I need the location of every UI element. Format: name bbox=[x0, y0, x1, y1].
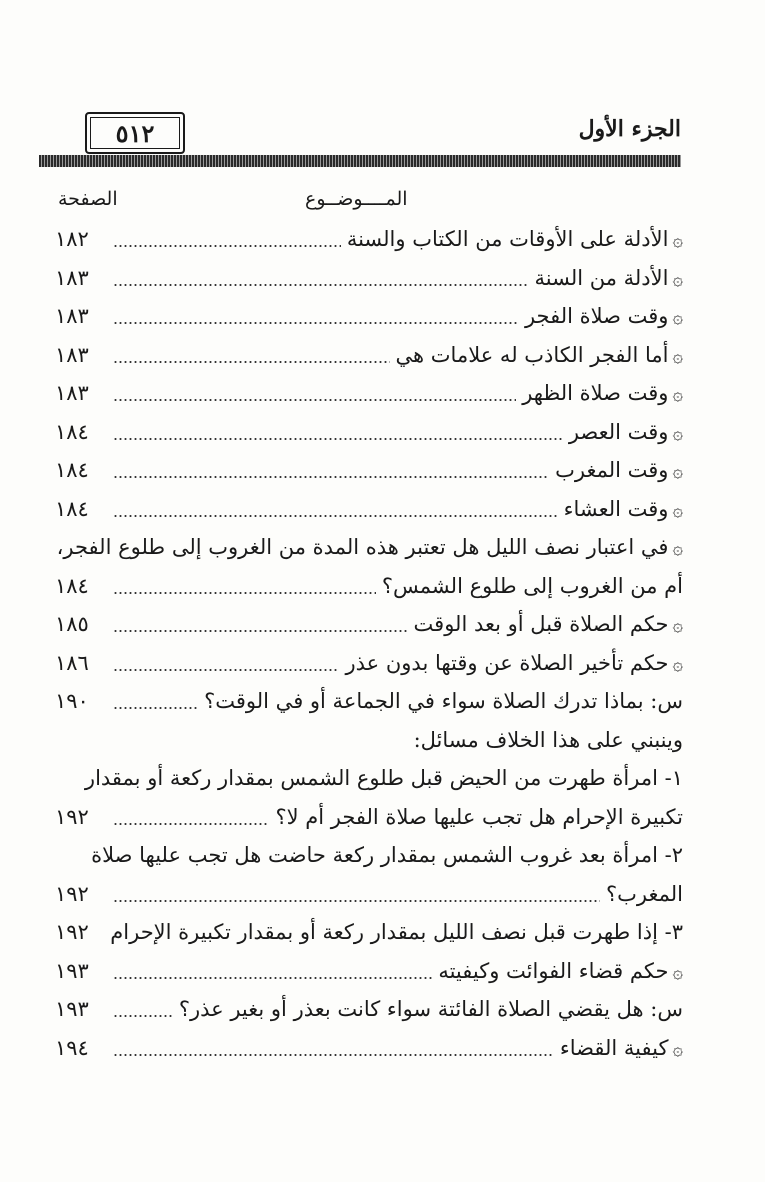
toc-page-number: ١٨٣ bbox=[55, 381, 89, 406]
flower-ornament-icon: ۞ bbox=[672, 961, 683, 983]
toc-entry-text bbox=[396, 343, 683, 367]
toc-entry-text bbox=[345, 651, 683, 675]
toc-entry-label: س: هل يقضي الصلاة الفائتة سواء كانت بعذر أو بغير عذر؟ bbox=[178, 997, 683, 1022]
toc-entry-label: الأدلة من السنة bbox=[534, 265, 669, 290]
dot-leader bbox=[113, 707, 198, 709]
toc-entry-text bbox=[382, 574, 683, 598]
toc-entry-text bbox=[275, 805, 683, 829]
toc-entry-text bbox=[57, 535, 683, 559]
toc-entry-text bbox=[522, 381, 683, 405]
toc-page-number: ١٩٤ bbox=[55, 1035, 89, 1060]
toc-entry-label: وقت العشاء bbox=[563, 496, 669, 521]
toc-entry bbox=[55, 798, 683, 837]
toc-entry bbox=[55, 836, 683, 875]
toc-page-number: ١٨٣ bbox=[55, 342, 89, 367]
toc-entry-label: ٢- امرأة بعد غروب الشمس بمقدار ركعة حاضت هل تجب عليها صلاة bbox=[91, 843, 683, 868]
toc-entry-text bbox=[414, 728, 683, 752]
flower-ornament-icon: ۞ bbox=[672, 653, 683, 675]
toc-entry bbox=[55, 336, 683, 375]
toc-entry bbox=[55, 374, 683, 413]
toc-entry-text bbox=[525, 304, 683, 328]
flower-ornament-icon: ۞ bbox=[672, 1038, 683, 1060]
dot-leader bbox=[113, 900, 600, 902]
toc-page-number: ١٩٣ bbox=[55, 997, 89, 1022]
toc-entry-label: وقت العصر bbox=[568, 419, 669, 444]
toc-entry-label: أم من الغروب إلى طلوع الشمس؟ bbox=[381, 573, 683, 598]
toc-entry-text bbox=[347, 227, 683, 251]
toc-entry-label: حكم قضاء الفوائت وكيفيته bbox=[438, 958, 669, 983]
flower-ornament-icon: ۞ bbox=[672, 307, 683, 329]
toc-entry-text bbox=[91, 843, 683, 867]
toc-entry-text bbox=[110, 920, 683, 944]
dot-leader bbox=[113, 476, 549, 478]
page-column-heading: الصفحة bbox=[58, 188, 118, 210]
toc-entry-text bbox=[555, 458, 683, 482]
toc-page-number: ١٨٤ bbox=[55, 419, 89, 444]
flower-ornament-icon: ۞ bbox=[672, 384, 683, 406]
toc-entry bbox=[55, 220, 683, 259]
flower-ornament-icon: ۞ bbox=[672, 268, 683, 290]
toc-entry bbox=[55, 721, 683, 760]
flower-ornament-icon: ۞ bbox=[672, 230, 683, 252]
toc-entry-label: حكم الصلاة قبل أو بعد الوقت bbox=[413, 612, 669, 637]
toc-entry-text bbox=[85, 766, 683, 790]
toc-entry-label: س: بماذا تدرك الصلاة سواء في الجماعة أو في الوقت؟ bbox=[204, 689, 683, 714]
toc-entry bbox=[55, 528, 683, 567]
dot-leader bbox=[113, 245, 341, 247]
header-rule bbox=[39, 155, 681, 167]
dot-leader bbox=[113, 322, 519, 324]
toc-entry-label: كيفية القضاء bbox=[559, 1035, 669, 1060]
toc-entry bbox=[55, 952, 683, 991]
toc-entry bbox=[55, 297, 683, 336]
toc-page-number: ١٩٣ bbox=[55, 958, 89, 983]
table-of-contents bbox=[55, 220, 683, 1067]
toc-entry-label: الأدلة على الأوقات من الكتاب والسنة bbox=[346, 227, 669, 252]
toc-entry bbox=[55, 259, 683, 298]
dot-leader bbox=[113, 669, 339, 671]
page-header bbox=[85, 112, 681, 152]
toc-page-number: ١٨٢ bbox=[55, 227, 89, 252]
toc-entry bbox=[55, 913, 683, 952]
toc-entry-label: المغرب؟ bbox=[605, 881, 683, 906]
toc-entry-label: وقت صلاة الفجر bbox=[524, 304, 669, 329]
toc-entry bbox=[55, 759, 683, 798]
toc-entry bbox=[55, 605, 683, 644]
toc-entry bbox=[55, 875, 683, 914]
toc-page-number: ١٩٢ bbox=[55, 881, 89, 906]
dot-leader bbox=[113, 438, 563, 440]
toc-entry-label: ٣- إذا طهرت قبل نصف الليل بمقدار ركعة أو بمقدار تكبيرة الإحرام bbox=[110, 920, 683, 945]
toc-entry bbox=[55, 567, 683, 606]
toc-page-number: ١٨٣ bbox=[55, 265, 89, 290]
dot-leader bbox=[113, 977, 432, 979]
toc-entry-text bbox=[564, 497, 683, 521]
toc-page-number: ١٨٦ bbox=[55, 650, 89, 675]
toc-entry bbox=[55, 1029, 683, 1068]
toc-page-number: ١٩٠ bbox=[55, 689, 89, 714]
toc-page-number: ١٩٢ bbox=[55, 920, 89, 945]
toc-entry bbox=[55, 490, 683, 529]
toc-page-number: ١٨٤ bbox=[55, 496, 89, 521]
toc-entry-text bbox=[606, 882, 683, 906]
toc-entry-label: في اعتبار نصف الليل هل تعتبر هذه المدة من الغروب إلى طلوع الفجر، bbox=[56, 535, 669, 560]
dot-leader bbox=[113, 1054, 554, 1056]
toc-page-number: ١٨٣ bbox=[55, 304, 89, 329]
toc-page-number: ١٩٢ bbox=[55, 804, 89, 829]
flower-ornament-icon: ۞ bbox=[672, 422, 683, 444]
toc-entry-label: أما الفجر الكاذب له علامات هي bbox=[395, 342, 669, 367]
toc-page-number: ١٨٥ bbox=[55, 612, 89, 637]
dot-leader bbox=[113, 592, 376, 594]
dot-leader bbox=[113, 823, 269, 825]
toc-entry bbox=[55, 451, 683, 490]
toc-entry bbox=[55, 682, 683, 721]
dot-leader bbox=[113, 630, 408, 632]
toc-entry-label: وقت المغرب bbox=[555, 458, 669, 483]
flower-ornament-icon: ۞ bbox=[672, 461, 683, 483]
flower-ornament-icon: ۞ bbox=[672, 615, 683, 637]
toc-page-number: ١٨٤ bbox=[55, 458, 89, 483]
toc-entry-text bbox=[414, 612, 683, 636]
toc-entry-label: وقت صلاة الظهر bbox=[522, 381, 669, 406]
toc-entry-label: وينبني على هذا الخلاف مسائل: bbox=[413, 727, 683, 752]
page-number: ٥١٢ bbox=[85, 112, 185, 154]
running-title: الجزء الأول bbox=[578, 116, 681, 142]
toc-entry-text bbox=[560, 1036, 683, 1060]
toc-entry-text bbox=[438, 959, 683, 983]
topic-column-heading: المــــوضــوع bbox=[305, 188, 408, 210]
toc-entry-label: ١- امرأة طهرت من الحيض قبل طلوع الشمس بمقدار ركعة أو بمقدار bbox=[84, 766, 683, 791]
toc-entry-label: حكم تأخير الصلاة عن وقتها بدون عذر bbox=[345, 650, 669, 675]
flower-ornament-icon: ۞ bbox=[672, 499, 683, 521]
toc-entry-text bbox=[569, 420, 683, 444]
toc-entry bbox=[55, 413, 683, 452]
toc-entry-text bbox=[179, 997, 683, 1021]
toc-entry-text bbox=[204, 689, 683, 713]
dot-leader bbox=[113, 361, 390, 363]
flower-ornament-icon: ۞ bbox=[672, 345, 683, 367]
toc-entry-label: تكبيرة الإحرام هل تجب عليها صلاة الفجر أم لا؟ bbox=[275, 804, 683, 829]
dot-leader bbox=[113, 399, 516, 401]
dot-leader bbox=[113, 284, 528, 286]
toc-entry-text bbox=[534, 266, 683, 290]
flower-ornament-icon: ۞ bbox=[672, 538, 683, 560]
toc-entry bbox=[55, 990, 683, 1029]
toc-entry bbox=[55, 644, 683, 683]
dot-leader bbox=[113, 1015, 173, 1017]
toc-page-number: ١٨٤ bbox=[55, 573, 89, 598]
dot-leader bbox=[113, 515, 558, 517]
